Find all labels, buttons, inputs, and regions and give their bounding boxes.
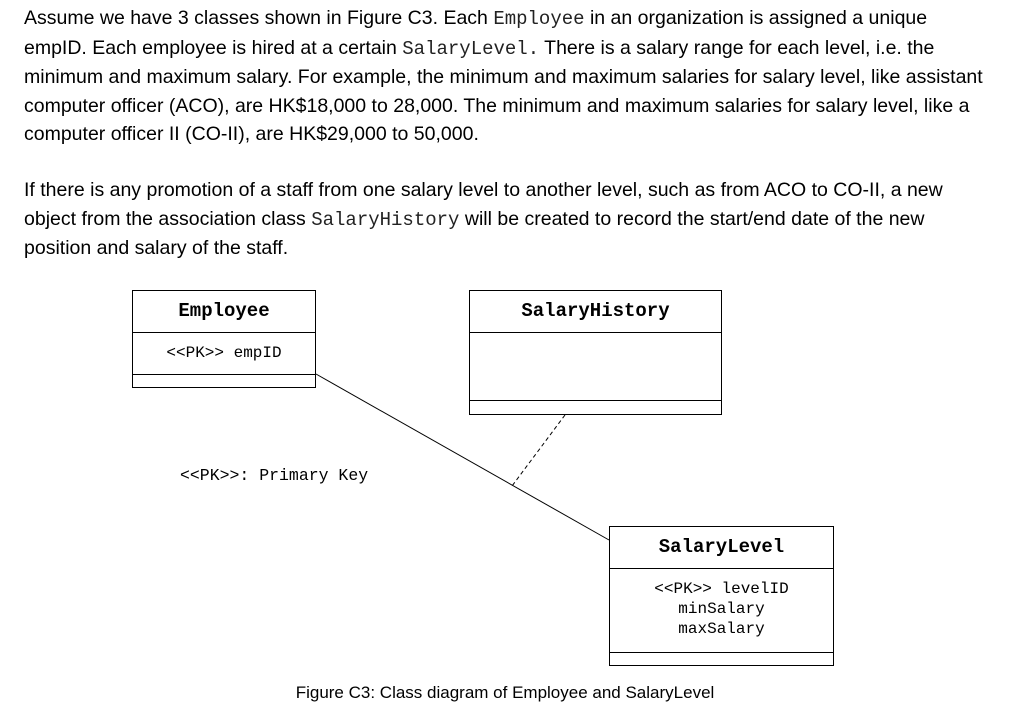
salarylevel-attr-levelid: <<PK>> levelID (654, 580, 789, 598)
employee-attr-empid: <<PK>> empID (166, 344, 282, 362)
code-salary-level: SalaryLevel. (402, 37, 540, 60)
intro-text-1: Assume we have 3 classes shown in Figure C3. Each (24, 7, 494, 29)
pk-legend: <<PK>>: Primary Key (180, 466, 369, 485)
promotion-text-2: will be created to record the start/end date of the new position and salary of the staff. (24, 207, 925, 259)
code-employee: Employee (493, 8, 585, 30)
intro-text-2: in an organization is assigned a unique empID. Each employee is hired at a certain (24, 7, 928, 59)
promotion-text-1: If there is any promotion of a staff from one salary level to another level, such as from ACO to CO-II, a new object from the association class (24, 179, 943, 230)
salarylevel-attr-maxsalary: maxSalary (678, 620, 765, 638)
association-class-dashed-link (512, 415, 565, 486)
salaryhistory-class-name: SalaryHistory (470, 291, 721, 333)
intro-text-3: There is a salary range for each level, i.e. the minimum and maximum salary. For example, the minimum and maximum salaries for salary level, like assistant computer officer (ACO), are HK$18,000 to 28,000. The minimum and maximum salaries for salary level, like a computer officer II (CO-II), are HK$29,000 to 50,000. (24, 36, 983, 145)
code-salary-history: SalaryHistory (311, 208, 460, 231)
salarylevel-attributes (610, 569, 833, 653)
salaryhistory-class-box (469, 290, 722, 415)
salarylevel-attr-minsalary: minSalary (678, 600, 765, 618)
employee-class-box (132, 290, 316, 388)
salaryhistory-attributes (470, 333, 721, 401)
employee-attributes (133, 333, 315, 375)
salarylevel-class-name: SalaryLevel (610, 527, 833, 569)
employee-class-name: Employee (133, 291, 315, 333)
salarylevel-class-box (609, 526, 834, 666)
figure-caption: Figure C3: Class diagram of Employee and SalaryLevel (295, 683, 715, 702)
